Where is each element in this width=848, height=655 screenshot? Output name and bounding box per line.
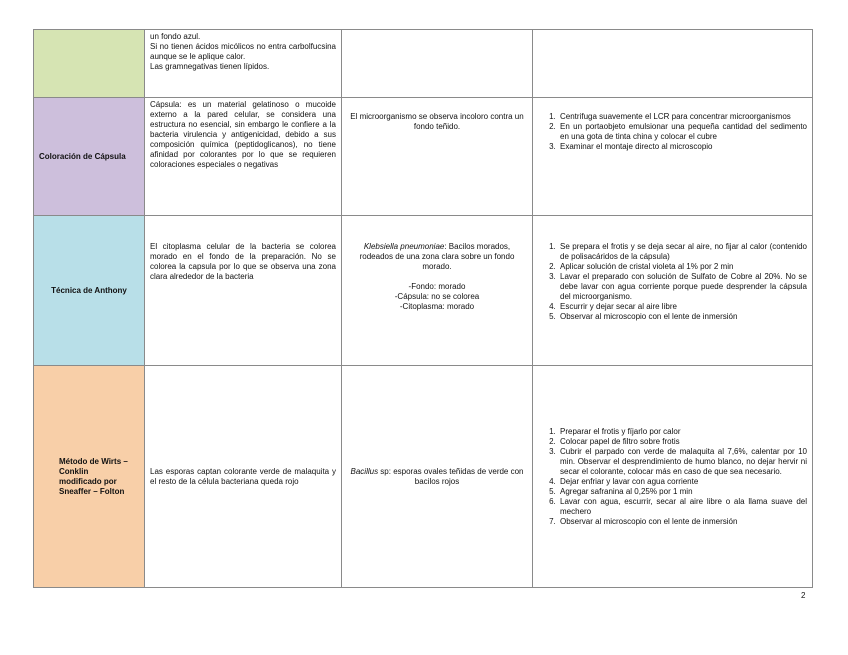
description-cell bbox=[145, 30, 342, 98]
procedure-list bbox=[538, 427, 807, 527]
procedure-step: 3. Examinar el montaje directo al microscopio bbox=[558, 142, 807, 152]
procedure-list bbox=[538, 242, 807, 322]
procedure-step: 1. Centrifuga suavemente el LCR para concentrar microorganismos bbox=[558, 112, 807, 122]
method-name-cell: Método de Wirts – Conklin modificado por Sneaffer – Folton bbox=[34, 366, 145, 588]
organism-name: Bacillus bbox=[350, 466, 379, 476]
description-cell bbox=[145, 98, 342, 216]
page-number: 2 bbox=[801, 591, 806, 600]
method-name-cell: Técnica de Anthony bbox=[34, 216, 145, 366]
procedure-step: 4. Dejar enfriar y lavar con agua corriente bbox=[558, 477, 807, 487]
procedure-cell bbox=[533, 216, 813, 366]
result-cell bbox=[342, 216, 533, 366]
procedure-step: 2. En un portaobjeto emulsionar una pequeña cantidad del sedimento en una gota de tinta china y colocar el cubre bbox=[558, 122, 807, 142]
result-text: : Bacilos morados, rodeados de una zona clara sobre un fondo morado. -Fondo: morado -Cápsula: no se colorea -Citoplasma: morado bbox=[359, 242, 515, 311]
procedure-step: 1. Preparar el frotis y fíjarlo por calor bbox=[558, 427, 807, 437]
table-row bbox=[34, 366, 813, 588]
procedure-step: 6. Lavar con agua, escurrir, secar al aire libre o ala llama suave del mechero bbox=[558, 497, 807, 517]
staining-methods-table bbox=[33, 29, 813, 588]
procedure-list bbox=[538, 112, 807, 152]
procedure-cell bbox=[533, 98, 813, 216]
description-text: El citoplasma celular de la bacteria se colorea morado en el fondo de la preparación. No se colorea la capsula por lo que se observa una zona clara alrededor de la bacteria bbox=[150, 242, 336, 281]
table-row bbox=[34, 216, 813, 366]
description-cell bbox=[145, 216, 342, 366]
procedure-step: 2. Aplicar solución de cristal violeta al 1% por 2 min bbox=[558, 262, 807, 272]
procedure-cell bbox=[533, 30, 813, 98]
procedure-step: 5. Observar al microscopio con el lente de inmersión bbox=[558, 312, 807, 322]
procedure-cell bbox=[533, 366, 813, 588]
method-name-cell bbox=[34, 30, 145, 98]
procedure-step: 2. Colocar papel de filtro sobre frotis bbox=[558, 437, 807, 447]
description-text: Las esporas captan colorante verde de malaquita y el resto de la célula bacteriana queda rojo bbox=[150, 466, 336, 486]
procedure-step: 7. Observar al microscopio con el lente de inmersión bbox=[558, 517, 807, 527]
procedure-step: 1. Se prepara el frotis y se deja secar al aire, no fijar al calor (contenido de polisacáridos de la cápsula) bbox=[558, 242, 807, 262]
result-cell bbox=[342, 98, 533, 216]
result-text: El microorganismo se observa incoloro contra un fondo teñido. bbox=[350, 112, 524, 131]
procedure-step: 3. Cubrir el parpado con verde de malaquita al 7,6%, calentar por 10 min. Observar el desprendimiento de humo blanco, no dejar hervir ni secar el colorante, colocar más en caso de que sea necesario. bbox=[558, 447, 807, 477]
result-cell bbox=[342, 366, 533, 588]
result-text: sp: esporas ovales teñidas de verde con bacilos rojos bbox=[378, 466, 524, 486]
table-row bbox=[34, 30, 813, 98]
method-name-cell: Coloración de Cápsula bbox=[34, 98, 145, 216]
description-cell bbox=[145, 366, 342, 588]
procedure-step: 4. Escurrir y dejar secar al aire libre bbox=[558, 302, 807, 312]
result-cell bbox=[342, 30, 533, 98]
description-text: un fondo azul. Si no tienen ácidos micólicos no entra carbolfucsina aunque se le aplique calor. Las gramnegativas tienen lípidos. bbox=[150, 32, 336, 71]
description-text: Cápsula: es un material gelatinoso o mucoide externo a la pared celular, se considera una estructura no esencial, sin embargo le confiere a la bacteria virulencia y antigenicidad, debido a sus composición química (peptidoglicanos), no tiene afinidad por colorantes por lo que se requieren coloraciones especiales o negativas bbox=[150, 100, 336, 169]
procedure-step: 5. Agregar safranina al 0,25% por 1 min bbox=[558, 487, 807, 497]
table-row bbox=[34, 98, 813, 216]
organism-name: Klebsiella pneumoniae bbox=[363, 242, 445, 251]
procedure-step: 3. Lavar el preparado con solución de Sulfato de Cobre al 20%. No se debe lavar con agua corriente porque puede desprender la cápsula del microorganismo. bbox=[558, 272, 807, 302]
